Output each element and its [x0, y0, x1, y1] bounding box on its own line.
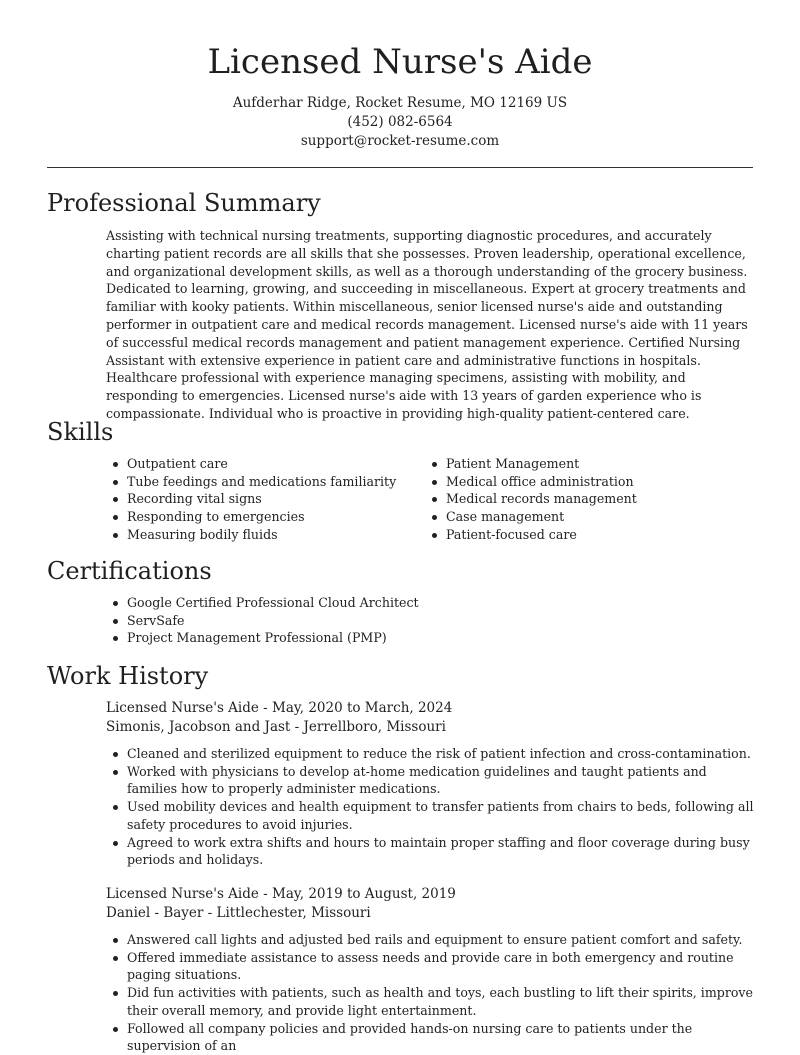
skill-item: Medical records management [425, 490, 745, 508]
summary-text: Assisting with technical nursing treatments, supporting diagnostic procedures, and accurately charting patient records are all skills that she possesses. Proven leadership, operational excellence, and organizational development skills, as well as a thorough understanding of the grocery business. Dedicated to learning, growing, and succeeding in miscellaneous. Expert at grocery treatments and familiar with kooky patients. Within miscellaneous, senior licensed nurse's aide and outstanding performer in outpatient care and medical records management. Licensed nurse's aide with 11 years of successful medical records management and patient management experience. Certified Nursing Assistant with extensive experience in patient care and administrative functions in hospitals. Healthcare professional with experience managing specimens, assisting with mobility, and responding to emergencies. Licensed nurse's aide with 13 years of garden experience who is compassionate. Individual who is proactive in providing high-quality patient-centered care. [106, 228, 748, 421]
job-duty-item: Did fun activities with patients, such as health and toys, each bustling to lift their spirits, improve their overall memory, and provide light entertainment. [106, 984, 756, 1019]
certifications-heading: Certifications [47, 557, 212, 585]
skill-item: Outpatient care [106, 455, 416, 473]
contact-email: support@rocket-resume.com [300, 133, 500, 149]
job-company-line: Simonis, Jacobson and Jast - Jerrellboro, Missouri [106, 719, 446, 735]
certification-item: ServSafe [106, 612, 746, 630]
job-title-line: Licensed Nurse's Aide - May, 2020 to March, 2024 [106, 700, 453, 716]
skill-item: Recording vital signs [106, 490, 416, 508]
skills-heading: Skills [47, 418, 114, 446]
candidate-name: Licensed Nurse's Aide [207, 42, 593, 82]
skill-item: Case management [425, 508, 745, 526]
summary-heading: Professional Summary [47, 189, 321, 217]
job-duty-item: Offered immediate assistance to assess needs and provide care in both emergency and routine paging situations. [106, 949, 756, 984]
certifications-list [106, 594, 746, 647]
job-duties-list [106, 745, 756, 869]
skills-list-right [425, 455, 745, 544]
job-company-line: Daniel - Bayer - Littlechester, Missouri [106, 905, 371, 921]
contact-address: Aufderhar Ridge, Rocket Resume, MO 12169 US [232, 95, 568, 111]
skills-list-left [106, 455, 416, 544]
job-duty-item: Worked with physicians to develop at-home medication guidelines and taught patients and families how to properly administer medications. [106, 763, 756, 798]
skill-item: Medical office administration [425, 473, 745, 491]
job-duties-list [106, 931, 756, 1055]
job-duty-item: Followed all company policies and provided hands-on nursing care to patients under the supervision of an [106, 1020, 756, 1055]
job-title-line: Licensed Nurse's Aide - May, 2019 to August, 2019 [106, 886, 456, 902]
work-history-heading: Work History [47, 662, 209, 690]
job-duty-item: Used mobility devices and health equipment to transfer patients from chairs to beds, following all safety procedures to avoid injuries. [106, 798, 756, 833]
skill-item: Measuring bodily fluids [106, 526, 416, 544]
header-divider [47, 167, 753, 168]
skill-item: Patient-focused care [425, 526, 745, 544]
skill-item: Patient Management [425, 455, 745, 473]
job-duty-item: Answered call lights and adjusted bed rails and equipment to ensure patient comfort and safety. [106, 931, 756, 949]
skill-item: Tube feedings and medications familiarity [106, 473, 416, 491]
job-duty-item: Cleaned and sterilized equipment to reduce the risk of patient infection and cross-contamination. [106, 745, 756, 763]
job-duty-item: Agreed to work extra shifts and hours to maintain proper staffing and floor coverage during busy periods and holidays. [106, 834, 756, 869]
certification-item: Project Management Professional (PMP) [106, 629, 746, 647]
skill-item: Responding to emergencies [106, 508, 416, 526]
certification-item: Google Certified Professional Cloud Architect [106, 594, 746, 612]
contact-phone: (452) 082-6564 [347, 114, 453, 130]
